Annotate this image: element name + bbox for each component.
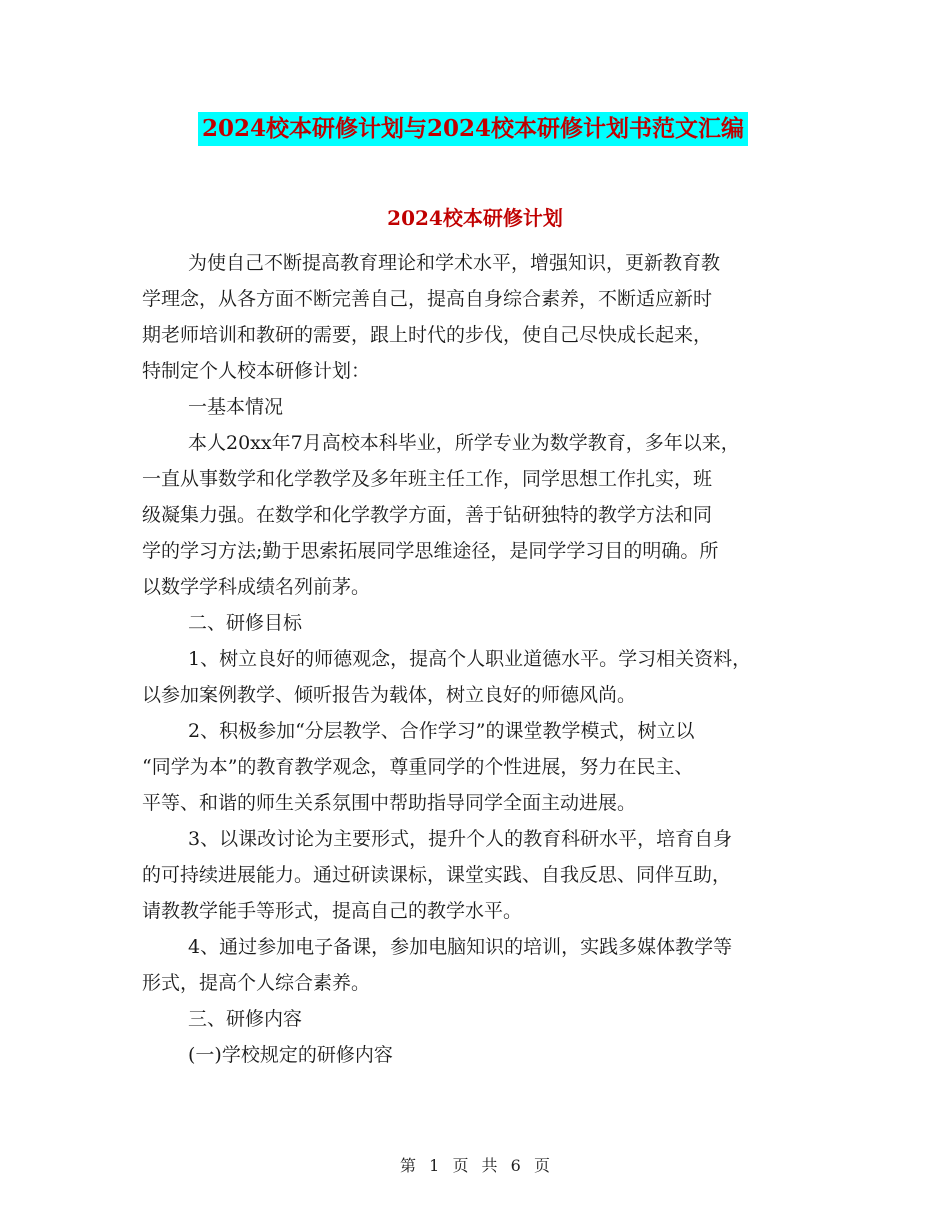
body-line: 平等、和谐的师生关系氛围中帮助指导同学全面主动进展。 [142,792,637,814]
body-line: 以参加案例教学、倾听报告为载体，树立良好的师德风尚。 [142,684,637,706]
footer-label-unit2: 页 [533,1156,550,1175]
body-line: 的可持续进展能力。通过研读课标，课堂实践、自我反思、同伴互助， [142,864,732,886]
document-title: 2024校本研修计划与2024校本研修计划书范文汇编 [198,112,748,146]
body-line: 三、研修内容 [188,1008,303,1030]
body-line: 3、以课改讨论为主要形式，提升个人的教育科研水平，培育自身 [188,828,733,850]
footer-label-total: 共 [481,1156,498,1175]
footer-label-unit: 页 [452,1156,469,1175]
body-line: 特制定个人校本研修计划： [142,360,371,382]
body-line: 一基本情况 [188,396,284,418]
body-line: 请教教学能手等形式，提高自己的教学水平。 [142,900,523,922]
body-line: 形式，提高个人综合素养。 [142,972,371,994]
body-line: 二、研修目标 [188,612,303,634]
body-line: (一)学校规定的研修内容 [188,1044,393,1066]
section-title: 2024校本研修计划 [387,206,563,230]
document-body [142,245,822,1073]
body-line: 2、积极参加“分层教学、合作学习”的课堂教学模式，树立以 [188,720,695,742]
body-line: 以数学学科成绩名列前茅。 [142,576,371,598]
body-line: 为使自己不断提高教育理论和学术水平，增强知识，更新教育教 [188,252,721,274]
footer-current-page: 1 [429,1156,440,1175]
body-line: 学理念，从各方面不断完善自己，提高自身综合素养，不断适应新时 [142,288,713,310]
body-line: 级凝集力强。在数学和化学教学方面，善于钻研独特的教学方法和同 [142,504,713,526]
body-line: 期老师培训和教研的需要，跟上时代的步伐，使自己尽快成长起来， [142,324,713,346]
body-line: 一直从事数学和化学教学及多年班主任工作，同学思想工作扎实，班 [142,468,713,490]
body-line: 本人20xx年7月高校本科毕业，所学专业为数学教育，多年以来， [188,432,740,454]
footer-total-pages: 6 [510,1156,521,1175]
footer-label-page: 第 [400,1156,417,1175]
body-line: 学的学习方法;勤于思索拓展同学思维途径，是同学学习目的明确。所 [142,540,719,562]
body-line: “同学为本”的教育教学观念，尊重同学的个性进展，努力在民主、 [142,756,694,778]
page-footer [0,1153,950,1176]
body-line: 1、树立良好的师德观念，提高个人职业道德水平。学习相关资料， [188,648,752,670]
body-line: 4、通过参加电子备课，参加电脑知识的培训，实践多媒体教学等 [188,936,733,958]
